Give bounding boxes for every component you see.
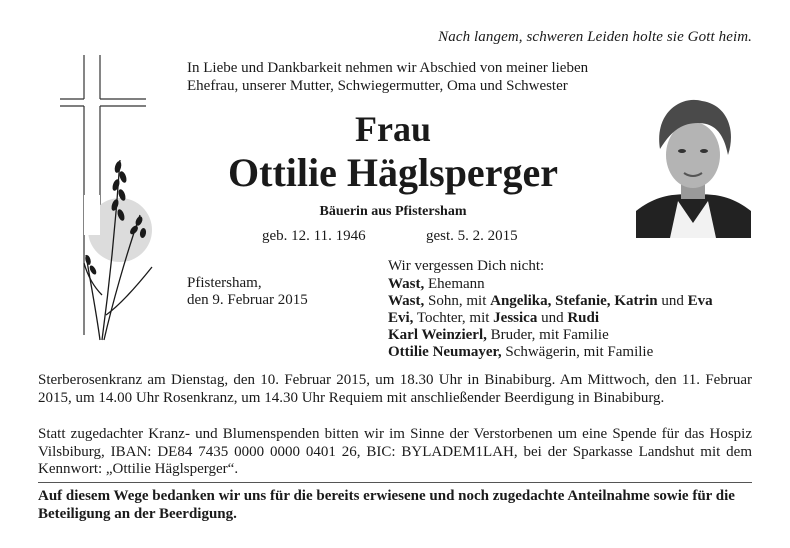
place-date [187,275,308,309]
survivor-relation: Schwägerin, mit Familie [501,344,654,360]
conjunction: und [657,293,688,309]
death-date: gest. 5. 2. 2015 [426,228,518,244]
grandchild-name: Angelika, [490,293,552,309]
conjunction: und [537,310,568,326]
grandchild-name: Jessica [493,310,538,326]
grandchild-name: Eva [687,293,713,309]
survivor-name: Wast, [388,293,425,309]
donation-info: Statt zugedachter Kranz- und Blumenspenden bitten wir im Sinne der Verstorbenen um eine Spende für das Hospiz Vilsbiburg, IBAN: DE84 7435 0000 0000 0401 26, BIC: BYLADEM1LAH, bei der Sparkasse Landshut mit dem Kennwort: „Ottilie Häglsperger“. [38,426,752,477]
motto: Nach langem, schweren Leiden holte sie Gott heim. [438,29,752,45]
survivor-line [388,344,713,361]
survivor-name: Evi, [388,310,414,326]
survivor-line [388,293,713,310]
survivor-relation: Bruder, mit Familie [486,327,609,343]
survivor-relation: Ehemann [424,276,485,292]
service-info: Sterberosenkranz am Dienstag, den 10. Februar 2015, um 18.30 Uhr in Binabiburg. Am Mittwoch, den 11. Februar 2015, um 14.00 Uhr Rosenkranz, um 14.30 Uhr Requiem mit anschließender Beerdigung in Binabiburg. [38,372,752,406]
survivor-relation: Sohn, mit [424,293,491,309]
grandchild-name: Stefanie, [555,293,611,309]
thanks-text: Auf diesem Wege bedanken wir uns für die bereits erwiesene und noch zugedachte Anteilnahme sowie für die Beteiligung an der Beerdigung. [38,488,735,522]
occupation: Bäuerin aus Pfistersham [319,204,467,219]
salutation: Frau [355,109,431,149]
survivor-relation: Tochter, mit [413,310,494,326]
survivor-name: Ottilie Neumayer, [388,344,502,360]
intro-text: In Liebe und Dankbarkeit nehmen wir Abschied von meiner lieben Ehefrau, unserer Mutter, Schwiegermutter, Oma und Schwester [187,60,589,94]
divider [38,482,752,483]
birth-date: geb. 12. 11. 1946 [262,228,366,244]
deceased-name: Ottilie Häglsperger [228,150,558,195]
survivor-line [388,310,713,327]
portrait-photo [636,83,751,238]
survivor-name: Wast, [388,276,425,292]
forget-line: Wir vergessen Dich nicht: [388,258,545,274]
cross-with-wheat-icon [60,55,160,345]
place: Pfistersham, [187,275,262,291]
survivors-list [388,276,713,361]
grandchild-name: Rudi [567,310,600,326]
date: den 9. Februar 2015 [187,292,308,308]
survivor-name: Karl Weinzierl, [388,327,487,343]
survivor-line [388,327,713,344]
grandchild-name: Katrin [614,293,658,309]
survivor-line [388,276,713,293]
